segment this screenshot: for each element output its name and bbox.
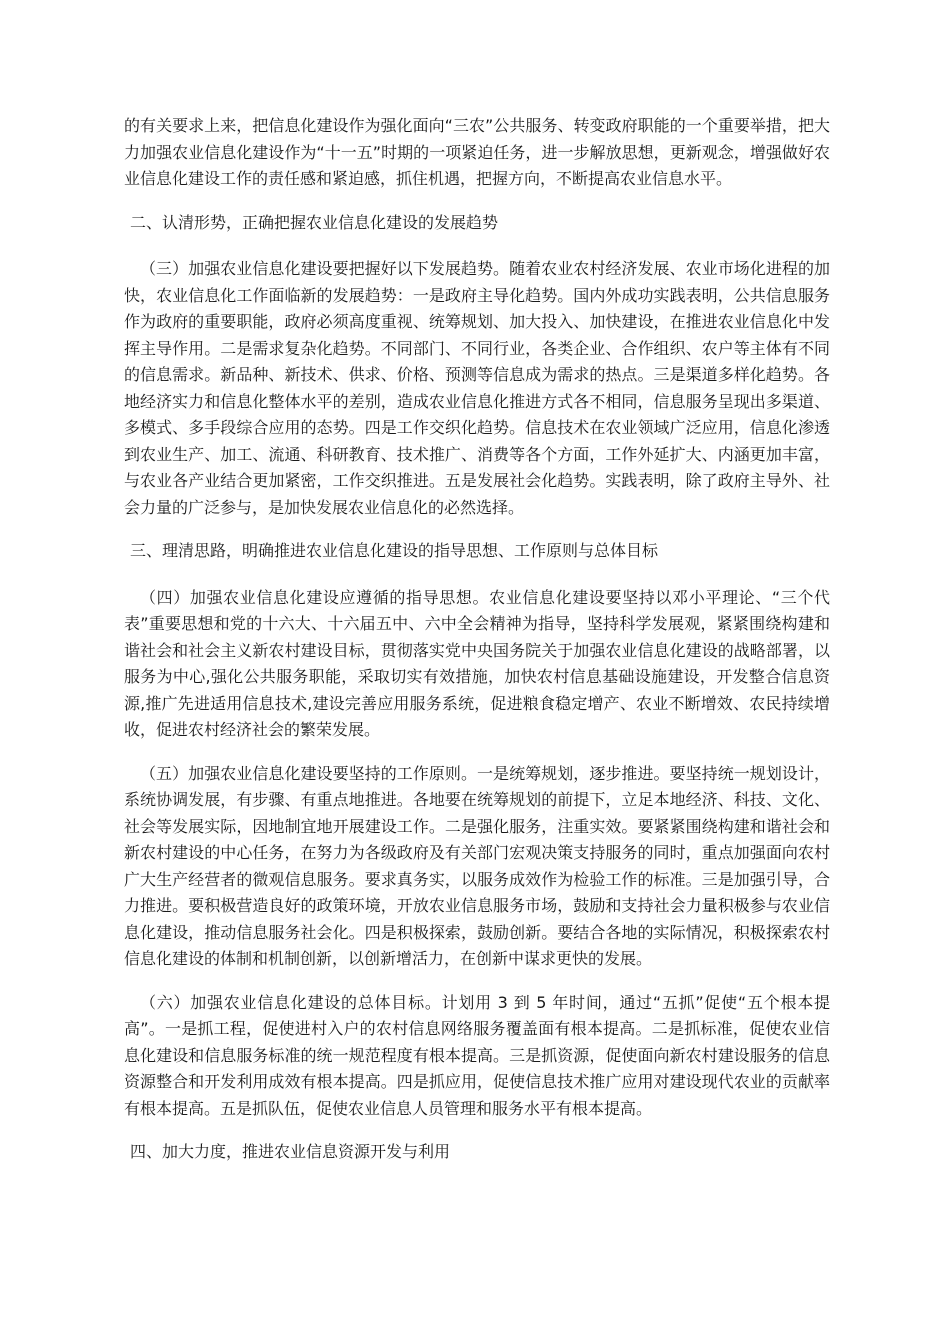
section-heading-2: 二、认清形势，正确把握农业信息化建设的发展趋势 — [130, 212, 499, 232]
paragraph-4: （四）加强农业信息化建设应遵循的指导思想。农业信息化建设要坚持以邓小平理论、“三个代表”重要思想和党的十六大、十六届五中、六中全会精神为指导，坚持科学发展观，紧紧围绕构建和谐社会和社会主义新农村建设目标，贯彻落实党中央国务院关于加强农业信息化建设的战略部署，以服务为中心,强化公共服务职能，采取切实有效措施，加快农村信息基础设施建设，开发整合信息资源,推广先进适用信息技术,建设完善应用服务系统，促进粮食稳定增产、农业不断增效、农民持续增收，促进农村经济社会的繁荣发展。 — [124, 587, 830, 739]
paragraph-5: （五）加强农业信息化建设要坚持的工作原则。一是统筹规划，逐步推进。要坚持统一规划设计，系统协调发展，有步骤、有重点地推进。各地要在统筹规划的前提下，立足本地经济、科技、文化、社会等发展实际，因地制宜地开展建设工作。二是强化服务，注重实效。要紧紧围绕构建和谐社会和新农村建设的中心任务，在努力为各级政府及有关部门宏观决策支持服务的同时，重点加强面向农村广大生产经营者的微观信息服务。要求真务实，以服务成效作为检验工作的标准。三是加强引导，合力推进。要积极营造良好的政策环境，开放农业信息服务市场，鼓励和支持社会力量积极参与农业信息化建设，推动信息服务社会化。四是积极探索，鼓励创新。要结合各地的实际情况，积极探索农村信息化建设的体制和机制创新，以创新增活力，在创新中谋求更快的发展。 — [124, 763, 830, 968]
spacer — [124, 193, 830, 210]
spacer — [124, 565, 830, 585]
spacer — [124, 521, 830, 538]
document-body — [124, 113, 830, 1166]
spacer — [124, 744, 830, 761]
spacer — [124, 973, 830, 990]
paragraph-3: （三）加强农业信息化建设要把握好以下发展趋势。随着农业农村经济发展、农业市场化进程的加快，农业信息化工作面临新的发展趋势：一是政府主导化趋势。国内外成功实践表明，公共信息服务作为政府的重要职能，政府必须高度重视、统筹规划、加大投入、加快建设，在推进农业信息化中发挥主导作用。二是需求复杂化趋势。不同部门、不同行业，各类企业、合作组织、农户等主体有不同的信息需求。新品种、新技术、供求、价格、预测等信息成为需求的热点。三是渠道多样化趋势。各地经济实力和信息化整体水平的差别，造成农业信息化推进方式各不相同，信息服务呈现出多渠道、多模式、多手段综合应用的态势。四是工作交织化趋势。信息技术在农业领域广泛应用，信息化渗透到农业生产、加工、流通、科研教育、技术推广、消费等各个方面，工作外延扩大、内涵更加丰富，与农业各产业结合更加紧密，工作交织推进。五是发展社会化趋势。实践表明，除了政府主导外、社会力量的广泛参与，是加快发展农业信息化的必然选择。 — [124, 259, 830, 517]
section-heading-3: 三、理清思路，明确推进农业信息化建设的指导思想、工作原则与总体目标 — [130, 541, 659, 560]
spacer — [124, 236, 830, 256]
paragraph-continued: 的有关要求上来，把信息化建设作为强化面向“三农”公共服务、转变政府职能的一个重要举措，把大力加强农业信息化建设作为“十一五”时期的一项紧迫任务，进一步解放思想，更新观念，增强做好农业信息化建设工作的责任感和紧迫感，抓住机遇，把握方向，不断提高农业信息水平。 — [124, 116, 830, 188]
paragraph-6: （六）加强农业信息化建设的总体目标。计划用 3 到 5 年时间，通过“五抓”促使“五个根本提高”。一是抓工程，促使进村入户的农村信息网络服务覆盖面有根本提高。二是抓标准，促使农业信息化建设和信息服务标准的统一规范程度有根本提高。三是抓资源，促使面向新农村建设服务的信息资源整合和开发利用成效有根本提高。四是抓应用，促使信息技术推广应用对建设现代农业的贡献率有根本提高。五是抓队伍，促使农业信息人员管理和服务水平有根本提高。 — [124, 992, 830, 1118]
spacer — [124, 1122, 830, 1139]
section-heading-4: 四、加大力度，推进农业信息资源开发与利用 — [130, 1142, 451, 1161]
